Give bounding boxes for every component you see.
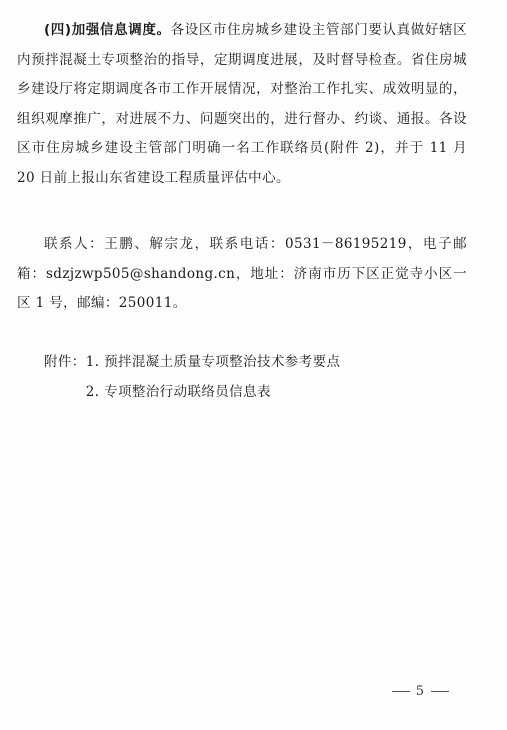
attachment-item-1: 1. 预拌混凝土质量专项整治技术参考要点 — [85, 354, 341, 370]
page-number — [386, 684, 455, 699]
contact-information: 联系人：王鹏、解宗龙，联系电话：0531－86195219，电子邮箱：sdzjzwp505@shandong.cn，地址：济南市历下区正觉寺小区一区 1 号，邮编：250011。 — [17, 236, 467, 311]
paragraph-information-dispatch — [17, 16, 467, 193]
attachment-item-2: 2. 专项整治行动联络员信息表 — [85, 383, 271, 400]
paragraph-lead-heading: (四)加强信息调度。 — [44, 22, 171, 38]
page-number-dash-right — [431, 691, 449, 692]
paragraph-body-text: 各设区市住房城乡建设主管部门要认真做好辖区内预拌混凝土专项整治的指导，定期调度进展，及时督导检查。省住房城乡建设厅将定期调度各市工作开展情况，对整治工作扎实、成效明显的，组织观摩推广，对进展不力、问题突出的，进行督办、约谈、通报。各设区市住房城乡建设主管部门明确一名工作联络员(附件 2)，并于 11 月 20 日前上报山东省建设工程质量评估中心。 — [17, 22, 467, 186]
attachments-section — [44, 348, 340, 407]
page-number-dash-left — [392, 691, 410, 692]
attachments-label: 附件： — [44, 354, 86, 370]
page-number-value: 5 — [415, 684, 425, 699]
attachments-list — [86, 348, 341, 407]
